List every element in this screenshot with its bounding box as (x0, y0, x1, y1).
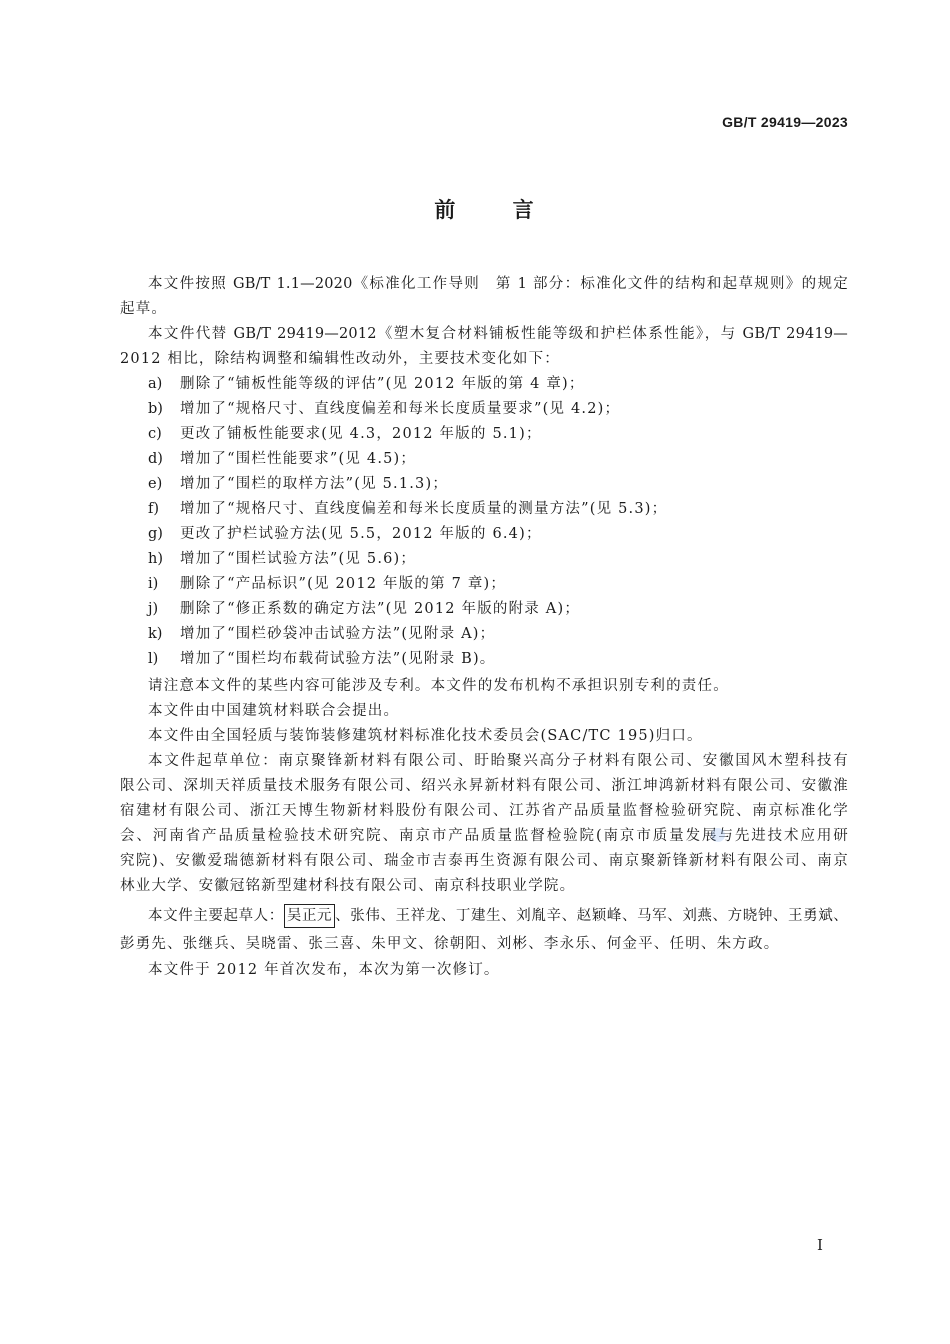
replacement-paragraph (120, 322, 848, 372)
change-item (120, 647, 848, 672)
boxed-drafter-name: 吴正元 (284, 904, 335, 928)
administrator-statement (120, 724, 848, 749)
change-item-label: f) (148, 500, 160, 517)
page-title: 前 言 (434, 198, 534, 222)
paragraph-line: 本文件按照 GB/T 1.1—2020《标准化工作导则 第 1 部分：标准化文件的结构和起草规则》的规定 (148, 275, 848, 292)
paragraph-line: 本文件起草单位：南京聚锋新材料有限公司、盱眙聚兴高分子材料有限公司、安徽国风木塑科技有 (148, 752, 848, 769)
change-item-text: 增加了“围栏均布载荷试验方法”(见附录 B)。 (180, 650, 496, 667)
paragraph-line: 本文件由中国建筑材料联合会提出。 (148, 702, 400, 719)
paragraph-line: 本文件代替 GB/T 29419—2012《塑木复合材料铺板性能等级和护栏体系性能》，与 GB/T 29419— (148, 325, 848, 342)
change-item (120, 497, 848, 522)
change-item-text: 增加了“围栏性能要求”(见 4.5)； (180, 450, 417, 467)
drafting-units-paragraph (120, 749, 848, 899)
paragraph-line: 会、河南省产品质量检验技术研究院、南京市产品质量监督检验院(南京市质量发展与先进技术应用研 (120, 827, 848, 844)
change-item-text: 更改了铺板性能要求(见 4.3，2012 年版的 5.1)； (180, 425, 542, 442)
drafters-names: 、张伟、王祥龙、丁建生、刘胤辛、赵颖峰、马军、刘燕、方晓钟、王勇斌、 (335, 907, 848, 924)
watermark-mark (711, 828, 725, 842)
change-item-text: 增加了“规格尺寸、直线度偏差和每米长度质量的测量方法”(见 5.3)； (180, 500, 668, 517)
change-item (120, 472, 848, 497)
change-item (120, 622, 848, 647)
change-item-label: c) (148, 425, 162, 442)
change-item (120, 397, 848, 422)
paragraph-line: 究院)、安徽爱瑞德新材料有限公司、瑞金市吉泰再生资源有限公司、南京聚新锋新材料有限公司、南京 (120, 852, 848, 869)
paragraph-line: 本文件由全国轻质与装饰装修建筑材料标准化技术委员会(SAC/TC 195)归口。 (148, 727, 703, 744)
paragraph-line: 本文件于 2012 年首次发布，本次为第一次修订。 (148, 961, 500, 978)
change-item-text: 增加了“围栏砂袋冲击试验方法”(见附录 A)； (180, 625, 496, 642)
basis-paragraph (120, 272, 848, 322)
change-item-label: k) (148, 625, 163, 642)
paragraph-line: 宿建材有限公司、浙江天博生物新材料股份有限公司、江苏省产品质量监督检验研究院、南京标准化学 (120, 802, 848, 819)
paragraph-line: 彭勇先、张继兵、吴晓雷、张三喜、朱甲文、徐朝阳、刘彬、李永乐、何金平、任明、朱方政。 (120, 935, 780, 952)
change-item (120, 447, 848, 472)
change-item-text: 增加了“围栏的取样方法”(见 5.1.3)； (180, 475, 449, 492)
paragraph-line: 请注意本文件的某些内容可能涉及专利。本文件的发布机构不承担识别专利的责任。 (148, 677, 729, 694)
paragraph-line: 限公司、深圳天祥质量技术服务有限公司、绍兴永昇新材料有限公司、浙江坤鸿新材料有限公司、安徽淮 (120, 777, 848, 794)
drafters-prefix: 本文件主要起草人： (148, 907, 284, 924)
change-item-label: h) (148, 550, 163, 567)
change-item (120, 522, 848, 547)
change-item-text: 更改了护栏试验方法(见 5.5，2012 年版的 6.4)； (180, 525, 542, 542)
change-item (120, 597, 848, 622)
paragraph-line: 2012 相比，除结构调整和编辑性改动外，主要技术变化如下： (120, 350, 561, 367)
change-item-label: j) (148, 600, 159, 617)
paragraph-line: 林业大学、安徽冠铭新型建材科技有限公司、南京科技职业学院。 (120, 877, 576, 894)
change-item-label: i) (148, 575, 159, 592)
patent-notice (120, 674, 848, 699)
changes-list (120, 372, 848, 672)
change-item-label: b) (148, 400, 163, 417)
paragraph-line (120, 902, 848, 930)
change-item-text: 增加了“规格尺寸、直线度偏差和每米长度质量要求”(见 4.2)； (180, 400, 621, 417)
change-item-label: a) (148, 375, 163, 392)
change-item-label: d) (148, 450, 163, 467)
page-number: I (817, 1236, 823, 1254)
history-statement (120, 958, 848, 983)
change-item (120, 572, 848, 597)
document-body (120, 272, 848, 983)
paragraph-line: 起草。 (120, 300, 168, 317)
proposer-statement (120, 699, 848, 724)
change-item-text: 删除了“修正系数的确定方法”(见 2012 年版的附录 A)； (180, 600, 581, 617)
change-item-text: 增加了“围栏试验方法”(见 5.6)； (180, 550, 417, 567)
change-item (120, 547, 848, 572)
drafters-paragraph (120, 902, 848, 958)
change-item-text: 删除了“产品标识”(见 2012 年版的第 7 章)； (180, 575, 507, 592)
change-item (120, 422, 848, 447)
change-item (120, 372, 848, 397)
change-item-text: 删除了“铺板性能等级的评估”(见 2012 年版的第 4 章)； (180, 375, 585, 392)
change-item-label: e) (148, 475, 163, 492)
standard-number-header: GB/T 29419—2023 (722, 114, 848, 130)
change-item-label: g) (148, 525, 163, 542)
change-item-label: l) (148, 650, 159, 667)
